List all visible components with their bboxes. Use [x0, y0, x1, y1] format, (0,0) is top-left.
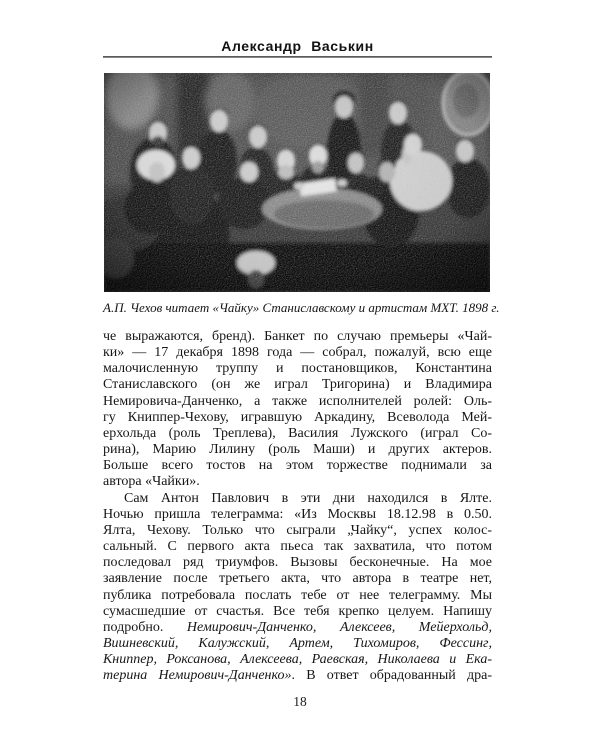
photograph [104, 73, 490, 292]
text-line: Сам Антон Павлович в эти дни находился в Ялте. [124, 490, 492, 506]
text-line: ерхольда (роль Треплева), Василия Лужского (играл Со- [103, 425, 492, 441]
text-line: Книппер, Роксанова, Алексеева, Раевская, Николаева и Ека- [103, 652, 492, 668]
header-rule [103, 56, 492, 58]
text-line: гу Книппер-Чехову, игравшую Аркадину, Всеволода Мей- [103, 409, 492, 425]
running-head: Александр Васькин [221, 38, 374, 54]
text-line: сумасшедшие от счастья. Все тебя крепко целуем. Напишу [103, 603, 492, 619]
text-line: автора «Чайки». [103, 474, 200, 490]
text-line: Ялта, Чехову. Только что сыграли „Чайку“, успех колос- [103, 522, 492, 538]
text-line: публика потребовала послать тебе от нее телеграмму. Мы [103, 587, 492, 603]
text-line: сальный. С первого акта пьеса так захватила, что потом [103, 539, 492, 555]
text-line: заявление после третьего акта, что автора в театре нет, [103, 571, 492, 587]
text-line: малочисленную труппу и постановщиков, Константина [103, 361, 492, 377]
text-line: че выражаются, бренд). Банкет по случаю премьеры «Чай- [103, 329, 492, 344]
text-line: Станиславского (он же играл Тригорина) и Владимира [103, 377, 492, 393]
page-number: 18 [293, 694, 307, 709]
text-line: подробно. Немирович-Данченко, Алексеев, Мейерхольд, [103, 619, 492, 635]
text-line: Немировича-Данченко, а также исполнителей ролей: Оль- [103, 393, 492, 409]
text-line: терина Немирович-Данченко». В ответ обрадованный дра- [103, 668, 492, 684]
text-line: ки» — 17 декабря 1898 года — собрал, пожалуй, всю еще [103, 345, 492, 361]
photo-caption: А.П. Чехов читает «Чайку» Станиславскому и артистам МХТ. 1898 г. [103, 300, 500, 315]
text-line: последовал ряд триумфов. Вызовы бесконечные. На мое [103, 555, 492, 571]
photo-illustration [104, 73, 490, 292]
text-line: Ночью пришла телеграмма: «Из Москвы 18.12.98 в 0.50. [103, 506, 492, 522]
text-line: рина), Марию Лилину (роль Маши) и других актеров. [103, 442, 492, 458]
text-line: Больше всего тостов на этом торжестве поднимали за [103, 458, 492, 474]
body-text [103, 329, 492, 684]
text-line: Вишневский, Калужский, Артем, Тихомиров, Фессинг, [103, 635, 492, 651]
